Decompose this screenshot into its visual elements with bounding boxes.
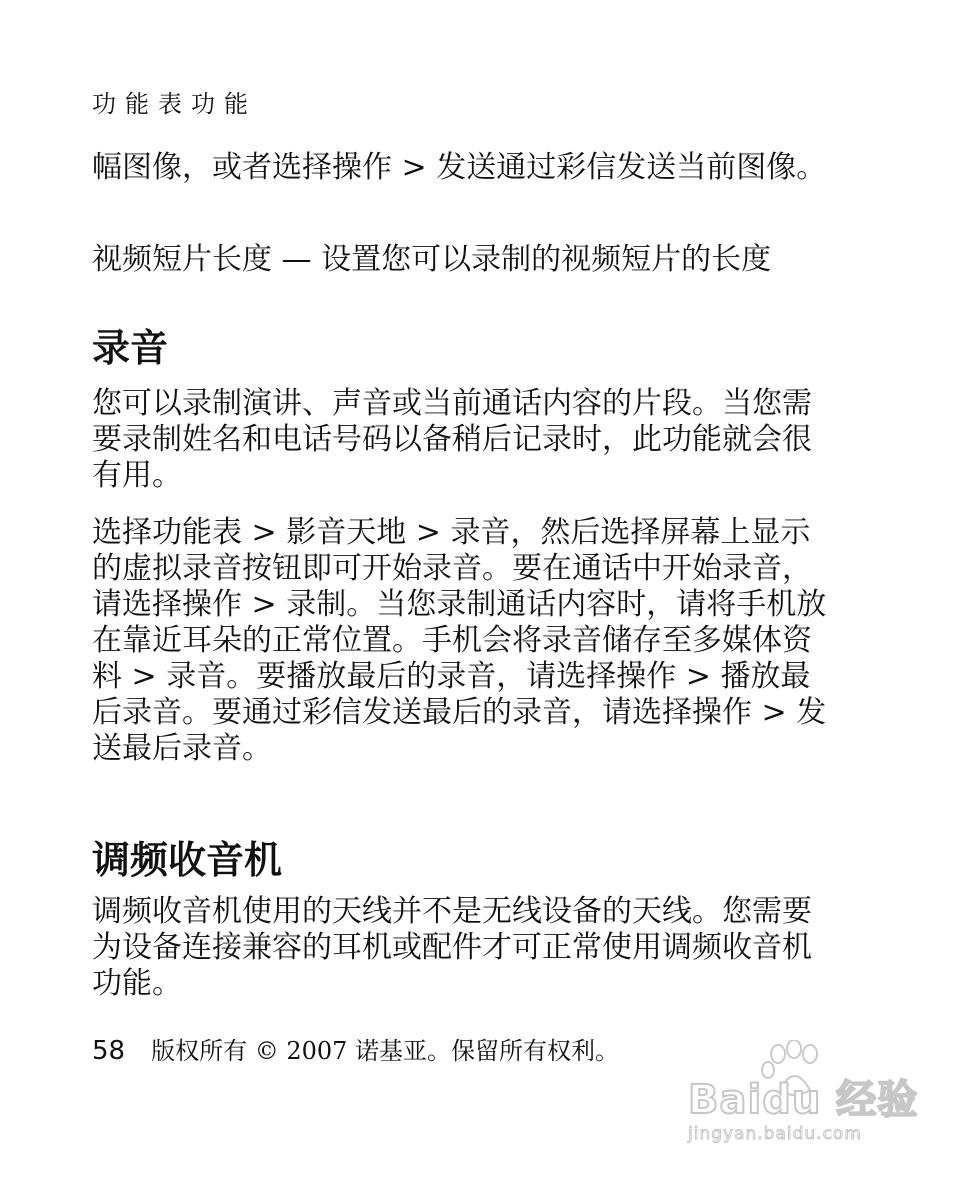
menu-term-operations: 操作 [182,587,242,622]
menu-separator: > [242,515,287,550]
intro-text-c: 通过彩信发送当前图像。 [496,150,827,185]
menu-term-operations: 操作 [692,695,752,730]
menu-term-operations: 操作 [616,659,677,694]
intro-paragraph [92,150,832,186]
recorder-instructions-paragraph [92,515,832,767]
watermark-logo-text-2: du [762,1077,822,1123]
watermark-url: jingyan.baidu.com [688,1124,862,1144]
menu-term-gallery: 多媒体资料 [92,623,812,694]
menu-term-record: 录制 [286,587,347,622]
section-heading-fm-radio: 调频收音机 [92,838,283,882]
watermark-logo-text: Bai [688,1077,763,1123]
menu-term-media: 影音天地 [286,515,407,550]
text-run: 。当您录制通话内容时，请将手机放在靠近耳朵的正常位置。手机会将录音储存至 [92,587,827,658]
copyright-notice: 版权所有 © 2007 诺基亚。保留所有权利。 [151,1037,620,1065]
menu-term-recordings: 录音 [166,659,227,694]
menu-separator: > [752,695,797,730]
fm-radio-paragraph: 调频收音机使用的天线并不是无线设备的天线。您需要为设备连接兼容的耳机或配件才可正常使用调频收音机功能。 [92,894,812,1001]
text-run: 选择 [92,515,152,550]
page-number: 58 [92,1036,126,1066]
video-length-description: — 设置您可以录制的视频短片的长度 [272,242,772,277]
manual-page [92,0,832,1188]
baidu-jingyan-watermark [688,1040,928,1160]
menu-term-operations: 操作 [332,150,392,185]
section-heading-recorder: 录音 [92,326,169,370]
recorder-intro-paragraph: 您可以录制演讲、声音或当前通话内容的片段。当您需要录制姓名和电话号码以备稍后记录时，此功能就会很有用。 [92,386,812,493]
watermark-logo-cn: 经验 [836,1077,919,1123]
video-length-paragraph [92,242,832,278]
menu-term-menu: 功能表 [152,515,242,550]
menu-term-send-last: 发送最后录音 [92,695,827,766]
watermark-logo [688,1068,918,1125]
menu-term-play-last: 播放最后录音 [92,659,811,730]
text-run: ，然后选择屏幕上显示的虚拟录音按钮即可开始录音。要在通话中开始录音，请选择 [92,515,812,622]
menu-separator: > [122,659,167,694]
intro-text-a: 幅图像，或者选择 [92,150,332,185]
menu-term-send: 发送 [436,150,497,185]
menu-separator: > [242,587,287,622]
page-footer [92,1034,619,1068]
menu-separator: > [406,515,451,550]
menu-separator: > [676,659,721,694]
setting-term-video-length: 视频短片长度 [92,242,272,277]
menu-separator: > [392,150,437,185]
text-run: 。要通过彩信发送最后的录音，请选择 [182,695,692,730]
text-run: 。要播放最后的录音，请选择 [226,659,617,694]
running-header: 功能表功能 [92,90,257,118]
menu-term-recorder: 录音 [450,515,511,550]
text-run: 。 [242,731,272,766]
